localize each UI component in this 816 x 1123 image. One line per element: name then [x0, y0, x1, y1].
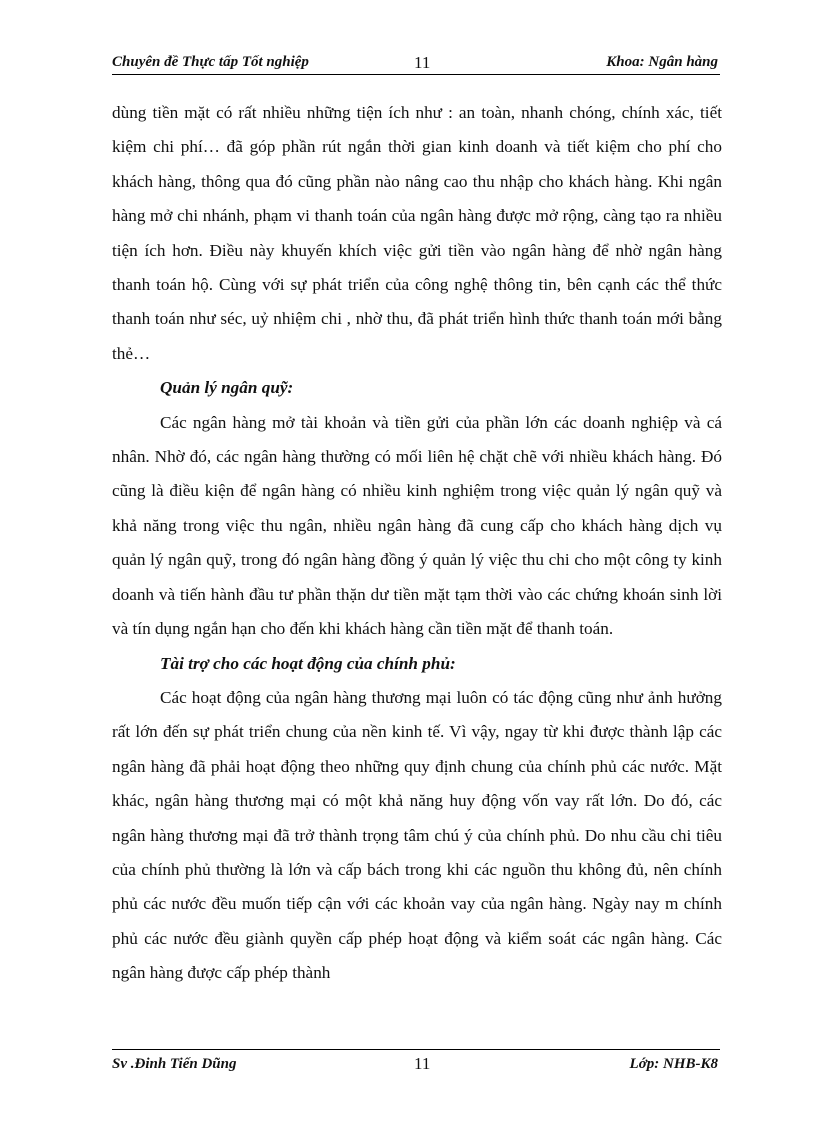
paragraph-cash-payment: dùng tiền mặt có rất nhiều những tiện ích như : an toàn, nhanh chóng, chính xác, tiết kiệm chi phí… đã góp phần rút ngắn thời gian kinh doanh và tiết kiệm cho phí cho khách hàng, thông qua đó cũng phần nào nâng cao thu nhập cho khách hàng. Khi ngân hàng mở chi nhánh, phạm vi thanh toán của ngân hàng được mở rộng, càng tạo ra nhiều tiện ích hơn. Điều này khuyến khích việc gửi tiền vào ngân hàng để nhờ ngân hàng thanh toán hộ. Cùng với sự phát triển của công nghệ thông tin, bên cạnh các thể thức thanh toán như séc, uỷ nhiệm chi , nhờ thu, đã phát triển hình thức thanh toán mới bằng thẻ… — [112, 103, 722, 363]
paragraph-government-financing: Các hoạt động của ngân hàng thương mại luôn có tác động cũng như ảnh hưởng rất lớn đến sự phát triển chung của nền kinh tế. Vì vậy, ngay từ khi được thành lập các ngân hàng đã phải hoạt động theo những quy định chung của chính phủ các nước. Mặt khác, ngân hàng thương mại có một khả năng huy động vốn vay rất lớn. Do đó, các ngân hàng thương mại đã trở thành trọng tâm chú ý của chính phủ. Do nhu cầu chi tiêu của chính phủ thường là lớn và cấp bách trong khi các nguồn thu không đủ, nên chính phủ các nước đều muốn tiếp cận với các khoản vay của ngân hàng. Ngày nay m chính phủ các nước đều giành quyền cấp phép hoạt động và kiểm soát các ngân hàng. Các ngân hàng được cấp phép thành — [112, 687, 722, 983]
header-page-number: 11 — [414, 53, 431, 72]
footer-class: Lớp: NHB-K8 — [629, 1056, 718, 1072]
heading-government-financing: Tài trợ cho các hoạt động của chính phủ: — [160, 653, 456, 673]
page-header — [112, 52, 720, 75]
page-footer — [112, 1049, 720, 1077]
header-document-title: Chuyên đề Thực tấp Tốt nghiệp — [112, 54, 309, 70]
heading-treasury-management: Quản lý ngân quỹ: — [160, 378, 294, 398]
paragraph-treasury-management: Các ngân hàng mở tài khoản và tiền gửi của phần lớn các doanh nghiệp và cá nhân. Nhờ đó, các ngân hàng thường có mối liên hệ chặt chẽ với nhiều khách hàng. Đó cũng là điều kiện để ngân hàng có nhiều kinh nghiệm trong việc quản lý ngân quỹ và khả năng trong việc thu ngân, nhiều ngân hàng đã cung cấp cho khách hàng dịch vụ quản lý ngân quỹ, trong đó ngân hàng đồng ý quản lý việc thu chi cho một công ty kinh doanh và tiến hành đầu tư phần thặn dư tiền mặt tạm thời vào các chứng khoán sinh lời và tín dụng ngắn hạn cho đến khi khách hàng cần tiền mặt để thanh toán. — [112, 412, 722, 639]
header-department: Khoa: Ngân hàng — [606, 54, 718, 70]
footer-student-name: Sv .Đinh Tiến Dũng — [112, 1056, 237, 1072]
page-body — [112, 96, 722, 991]
footer-page-number: 11 — [414, 1054, 431, 1073]
